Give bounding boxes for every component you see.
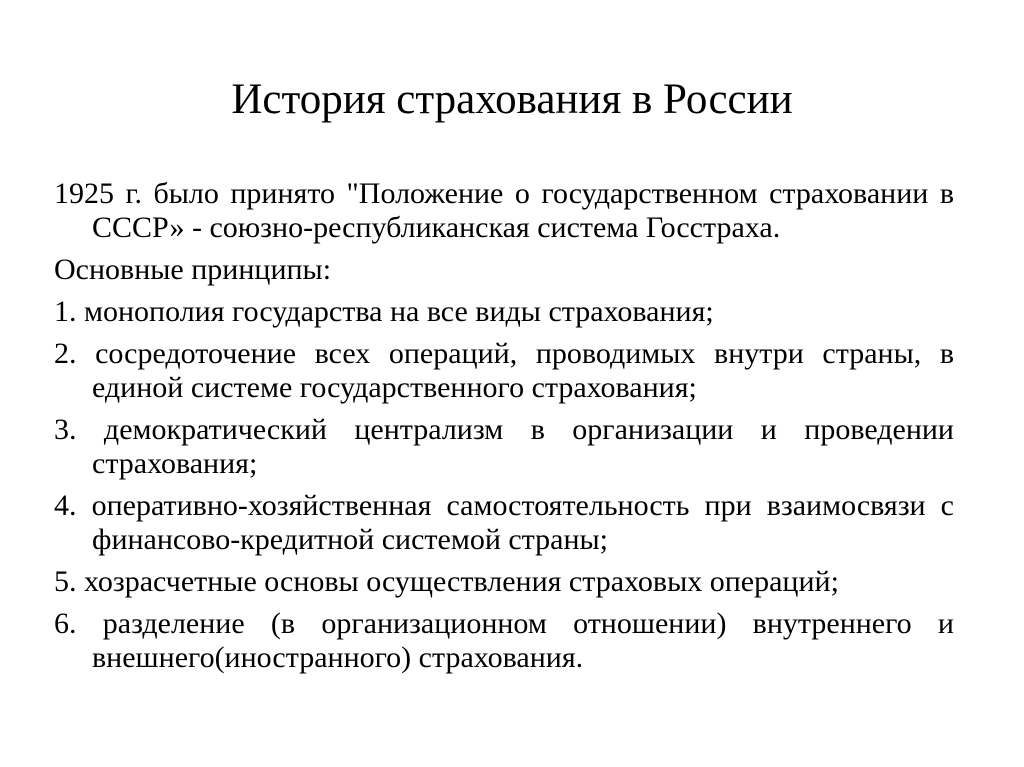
principle-item-6: 6. разделение (в организационном отношении) внутреннего и внешнего(иностранного) страхования. <box>54 607 954 674</box>
principle-item-5: 5. хозрасчетные основы осуществления страховых операций; <box>54 565 839 598</box>
principle-item-2: 2. сосредоточение всех операций, проводимых внутри страны, в единой системе государственного страхования; <box>54 337 954 404</box>
intro-paragraph: 1925 г. было принято "Положение о государственном страховании в СССР» - союзно-республиканская система Госстраха. <box>54 177 954 244</box>
principles-heading: Основные принципы: <box>54 253 332 286</box>
slide-title: История страхования в России <box>231 76 793 123</box>
principle-item-4: 4. оперативно-хозяйственная самостоятельность при взаимосвязи с финансово-кредитной системой страны; <box>54 489 954 556</box>
slide-body <box>54 177 954 683</box>
principle-item-1: 1. монополия государства на все виды страхования; <box>54 295 714 328</box>
principle-item-3: 3. демократический централизм в организации и проведении страхования; <box>54 413 954 480</box>
